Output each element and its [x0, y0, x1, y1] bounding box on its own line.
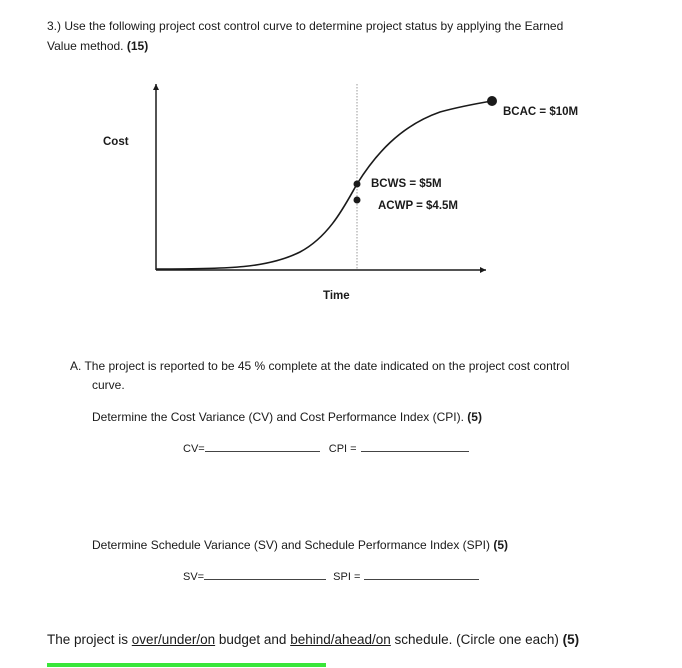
sv-row — [183, 568, 479, 586]
cv-label: CV= — [183, 443, 205, 455]
cpi-label: CPI = — [328, 443, 357, 455]
cost-control-chart — [0, 0, 682, 320]
y-axis-label: Cost — [103, 136, 129, 148]
sv-label: SV= — [183, 571, 205, 583]
bcac-label: BCAC = $10M — [503, 106, 579, 118]
schedule-prompt-text: Determine Schedule Variance (SV) and Schedule Performance Index (SPI) — [92, 538, 490, 552]
final-statement — [47, 631, 579, 649]
schedule-prompt-points: (5) — [493, 538, 508, 552]
cost-prompt-text: Determine the Cost Variance (CV) and Cost Performance Index (CPI). — [92, 410, 464, 424]
cv-row — [183, 440, 469, 458]
question-line-2-text: Value method. — [47, 39, 124, 53]
final-points: (5) — [562, 632, 580, 647]
final-middle: budget and — [215, 632, 291, 647]
bcac-point — [487, 96, 497, 106]
sv-answer-blank[interactable] — [204, 569, 326, 580]
bcws-label: BCWS = $5M — [371, 178, 442, 190]
schedule-options[interactable]: behind/ahead/on — [290, 632, 391, 647]
part-a-line-2: curve. — [92, 378, 125, 392]
acwp-point — [354, 197, 361, 204]
cost-prompt — [92, 408, 482, 426]
acwp-label: ACWP = $4.5M — [378, 200, 458, 212]
budget-options[interactable]: over/under/on — [131, 632, 216, 647]
green-highlight-bar — [47, 663, 326, 667]
cpi-answer-blank[interactable] — [361, 441, 469, 452]
schedule-prompt — [92, 536, 508, 554]
spi-answer-blank[interactable] — [364, 569, 479, 580]
question-line-1: 3.) Use the following project cost control curve to determine project status by applying the Earned — [47, 19, 564, 33]
x-axis-label: Time — [323, 290, 350, 302]
final-prefix: The project is — [47, 632, 132, 647]
part-a-line-1: A. The project is reported to be 45 % complete at the date indicated on the project cost control — [70, 359, 570, 373]
final-suffix: schedule. (Circle one each) — [390, 632, 559, 647]
cost-prompt-points: (5) — [467, 410, 482, 424]
cv-answer-blank[interactable] — [205, 441, 320, 452]
bcws-point — [354, 181, 361, 188]
question-points: (15) — [126, 39, 149, 53]
spi-label: SPI = — [333, 571, 361, 583]
